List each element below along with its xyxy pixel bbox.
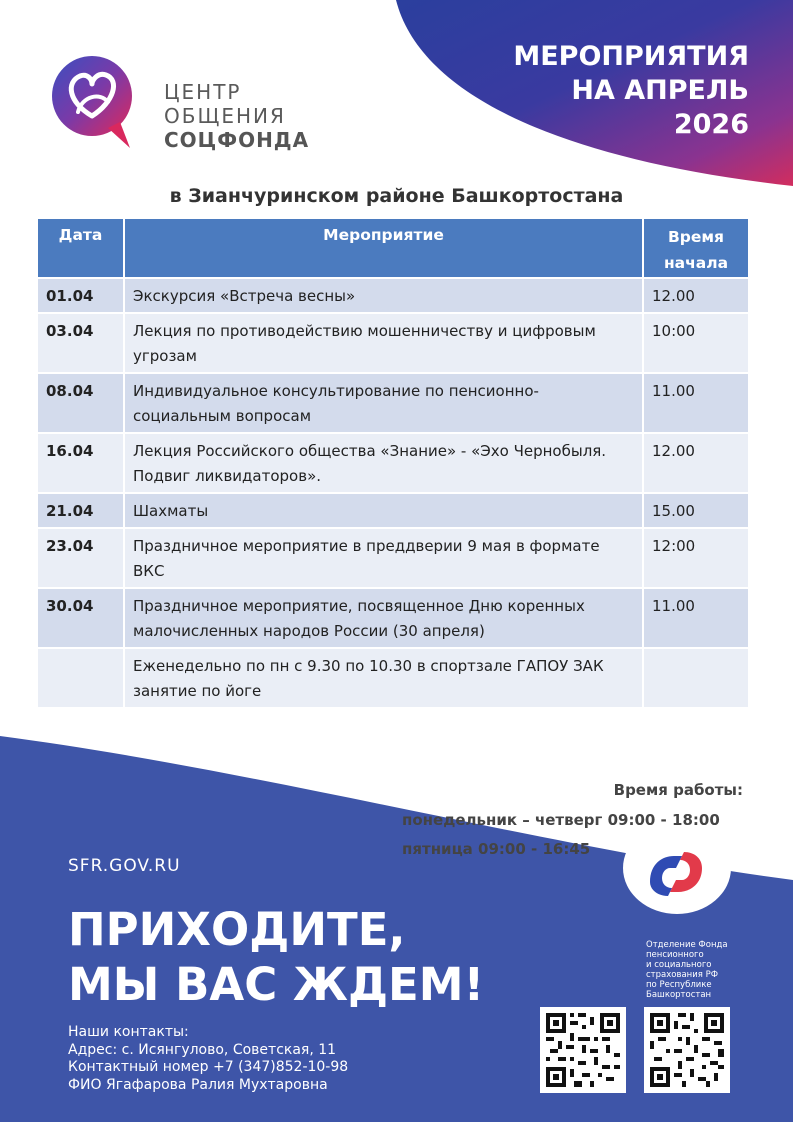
table-row (38, 313, 748, 373)
row-date: 08.04 (38, 373, 124, 433)
contacts-heading: Наши контакты: (68, 1024, 189, 1040)
row-time: 12.00 (643, 278, 748, 313)
column-header-event: Мероприятие (124, 219, 643, 278)
row-time: 15.00 (643, 493, 748, 528)
sfr-logo-icon (640, 838, 714, 912)
region-title: в Зианчуринском районе Башкортостана (169, 185, 624, 207)
org-line-1: Отделение Фонда (646, 940, 728, 950)
row-event: Праздничное мероприятие в преддверии 9 мая в формате ВКС (124, 528, 643, 588)
row-event: Еженедельно по пн с 9.30 по 10.30 в спортзале ГАПОУ ЗАК занятие по йоге (124, 648, 643, 707)
table-row (38, 278, 748, 313)
row-event: Индивидуальное консультирование по пенсионно-социальным вопросам (124, 373, 643, 433)
row-date: 16.04 (38, 433, 124, 493)
slogan-line-2: МЫ ВАС ЖДЕМ! (68, 958, 485, 1011)
logo-line-2: ОБЩЕНИЯ (164, 104, 286, 128)
row-time: 12:00 (643, 528, 748, 588)
org-line-5: по Республике (646, 980, 712, 990)
qr-code-graphic-1 (540, 1007, 626, 1093)
row-date: 30.04 (38, 588, 124, 648)
heart-speech-bubble-icon (48, 52, 140, 152)
column-header-time: Время начала (643, 219, 748, 278)
row-event: Лекция Российского общества «Знание» - «Эхо Чернобыля. Подвиг ликвидаторов». (124, 433, 643, 493)
row-date: 23.04 (38, 528, 124, 588)
column-header-date: Дата (38, 219, 124, 278)
contacts-address: Адрес: с. Исянгулово, Советская, 11 (68, 1041, 337, 1058)
org-line-2: пенсионного (646, 950, 704, 960)
qr-code-icon[interactable] (644, 1007, 730, 1093)
hours-weekdays: понедельник – четверг 09:00 - 18:00 (402, 811, 720, 829)
contacts-block (68, 1024, 348, 1094)
qr-code-graphic-2 (644, 1007, 730, 1093)
hours-friday: пятница 09:00 - 16:45 (402, 840, 591, 858)
header-title-line-2: НА АПРЕЛЬ (571, 75, 749, 106)
header-title-line-1: МЕРОПРИЯТИЯ (513, 41, 749, 72)
logo-line-3: СОЦФОНДА (164, 128, 310, 152)
row-time: 11.00 (643, 588, 748, 648)
table-row (38, 528, 748, 588)
table-header-row (38, 219, 748, 278)
org-line-3: и социального (646, 960, 712, 970)
table-row (38, 588, 748, 648)
row-time: 10:00 (643, 313, 748, 373)
row-time: 12.00 (643, 433, 748, 493)
table-row (38, 433, 748, 493)
contacts-person: ФИО Ягафарова Ралия Мухтаровна (68, 1076, 328, 1093)
logo-text (164, 80, 309, 152)
table-row (38, 648, 748, 707)
logo-line-1: ЦЕНТР (164, 80, 242, 104)
header-title (449, 40, 749, 142)
qr-code-icon[interactable] (540, 1007, 626, 1093)
row-time: 11.00 (643, 373, 748, 433)
org-line-4: страхования РФ (646, 970, 719, 980)
row-time (643, 648, 748, 707)
row-event: Шахматы (124, 493, 643, 528)
events-table (38, 219, 748, 707)
hours-title: Время работы: (613, 781, 743, 799)
contacts-phone[interactable]: Контактный номер +7 (347)852-10-98 (68, 1059, 349, 1075)
header-title-line-3: 2026 (673, 109, 749, 140)
slogan-line-1: ПРИХОДИТЕ, (68, 903, 406, 956)
org-line-6: Башкортостан (646, 990, 712, 1000)
table-row (38, 373, 748, 433)
org-name (646, 940, 746, 1000)
row-event: Лекция по противодействию мошенничеству и цифровым угрозам (124, 313, 643, 373)
row-event: Праздничное мероприятие, посвященное Дню коренных малочисленных народов России (30 апреля) (124, 588, 643, 648)
website-link[interactable]: SFR.GOV.RU (68, 856, 181, 876)
table-row (38, 493, 748, 528)
row-date: 03.04 (38, 313, 124, 373)
row-date: 01.04 (38, 278, 124, 313)
row-date: 21.04 (38, 493, 124, 528)
row-date (38, 648, 124, 707)
row-event: Экскурсия «Встреча весны» (124, 278, 643, 313)
